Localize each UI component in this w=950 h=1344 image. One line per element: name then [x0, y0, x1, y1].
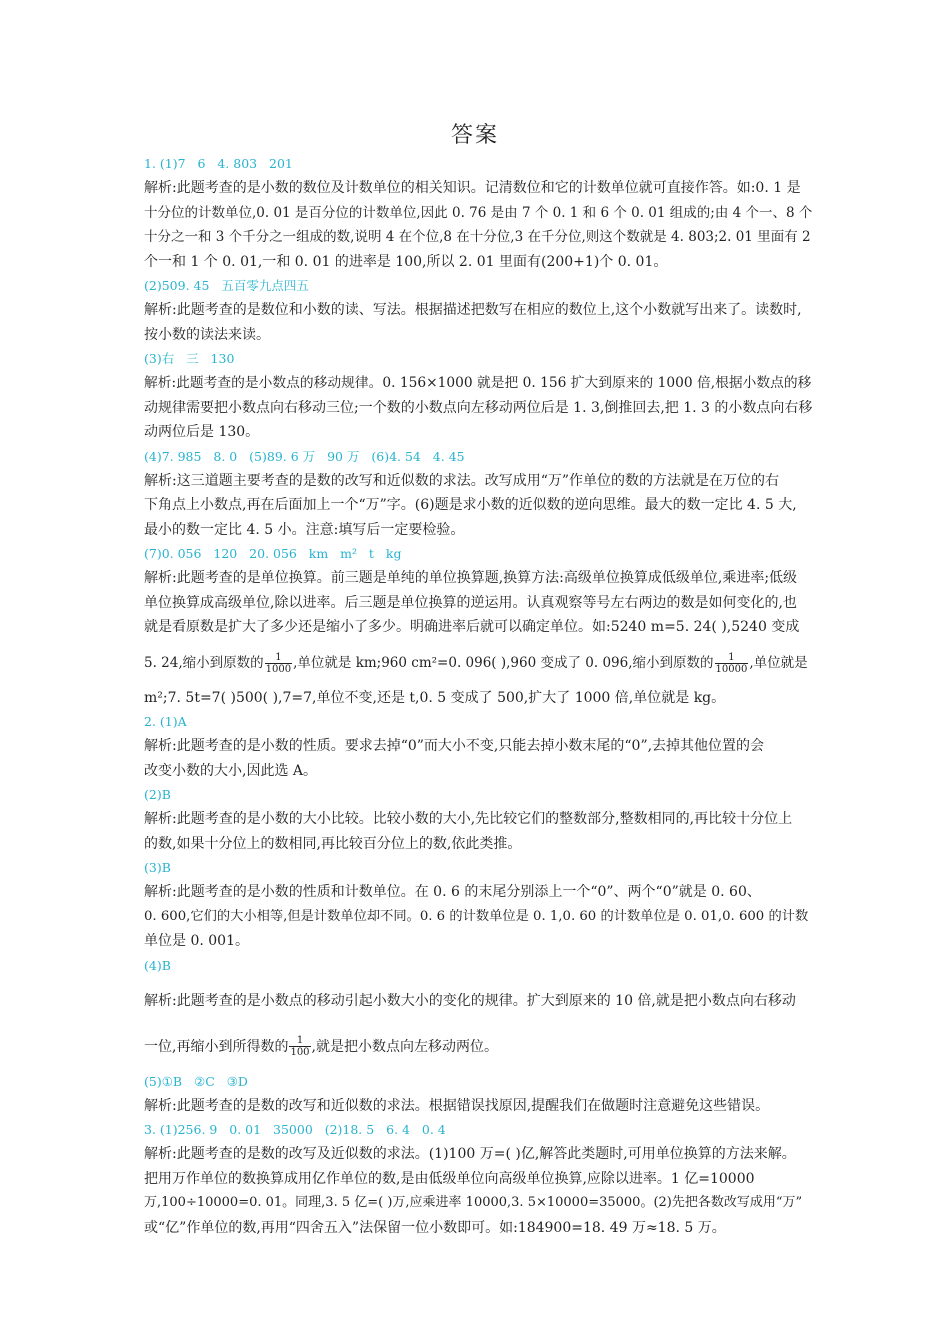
answer-2-1: 2. (1)A: [144, 714, 187, 729]
fraction-numerator: 1: [265, 652, 292, 664]
exp-line-with-fractions: [144, 640, 814, 686]
fraction-one-thousandth: [265, 652, 292, 675]
exp-line: 单位换算成高级单位,除以进率。后三题是单位换算的逆运用。认真观察等号左右两边的数是如何变化的,也: [144, 594, 797, 611]
exp-line: 0. 600,它们的大小相等,但是计数单位却不同。0. 6 的计数单位是 0. 1,0. 60 的计数单位是 0. 01,0. 600 的计数: [144, 908, 809, 924]
fraction-numerator: 1: [289, 1035, 310, 1047]
fraction-one-hundredth: [289, 1035, 310, 1058]
exp-line: 下角点上小数点,再在后面加上一个“万”字。(6)题是求小数的近似数的逆向思维。最大的数一定比 4. 5 大,: [144, 497, 797, 513]
exp-text: 5. 24,缩小到原数的: [144, 654, 264, 671]
explanation-2-5: [144, 1094, 814, 1119]
fraction-denominator: 10000: [715, 663, 748, 675]
exp-line: 或“亿”作单位的数,再用“四舍五入”法保留一位小数即可。如:184900=18. 49 万≈18. 5 万。: [144, 1219, 726, 1236]
exp-line: 解析:此题考查的是数位和小数的读、写法。根据描述把数写在相应的数位上,这个小数就写出来了。读数时,: [144, 302, 802, 318]
exp-line: 解析:此题考查的是数的改写和近似数的求法。根据错误找原因,提醒我们在做题时注意避免这些错误。: [144, 1097, 770, 1114]
exp-line: 解析:这三道题主要考查的是数的改写和近似数的求法。改写成用“万”作单位的数的方法就是在万位的右: [144, 472, 780, 489]
answer-1-7: (7)0. 056 120 20. 056 km m² t kg: [144, 546, 402, 561]
exp-line-with-fraction: [144, 1024, 814, 1070]
explanation-2-2: [144, 807, 814, 856]
explanation-2-1: [144, 734, 814, 783]
exp-line: 单位是 0. 001。: [144, 933, 249, 949]
exp-line: 解析:此题考查的是小数的性质。要求去掉“0”而大小不变,只能去掉小数末尾的“0”,去掉其他位置的会: [144, 738, 765, 754]
answer-2-4: (4)B: [144, 957, 171, 973]
exp-line: 解析:此题考查的是小数的数位及计数单位的相关知识。记清数位和它的计数单位就可直接作答。如:0. 1 是: [144, 180, 801, 196]
explanation-2-4: [144, 978, 814, 1070]
exp-line: 解析:此题考查的是小数点的移动规律。0. 156×1000 就是把 0. 156 扩大到原来的 1000 倍,根据小数点的移: [144, 375, 812, 391]
answer-2-5: (5)①B ②C ③D: [144, 1073, 248, 1089]
fraction-one-ten-thousandth: [715, 652, 749, 675]
answer-content: [144, 152, 814, 1240]
answer-2-2: (2)B: [144, 787, 171, 802]
exp-line: 就是看原数是扩大了多少还是缩小了多少。明确进率后就可以确定单位。如:5240 m=5. 24( ),5240 变成: [144, 619, 800, 635]
explanation-2-3: [144, 880, 814, 954]
answer-1-2: (2)509. 45 五百零九点四五: [144, 278, 309, 293]
fraction-numerator: 1: [715, 652, 749, 664]
exp-line: 解析:此题考查的是单位换算。前三题是单纯的单位换算题,换算方法:高级单位换算成低级单位,乘进率;低级: [144, 570, 798, 586]
exp-text: ,单位就是: [749, 654, 808, 671]
exp-line: 十分之一和 3 个千分之一组成的数,说明 4 在个位,8 在十分位,3 在千分位,则这个数就是 4. 803;2. 01 里面有 2: [144, 229, 811, 245]
answer-1-1: 1. (1)7 6 4. 803 201: [144, 156, 293, 171]
explanation-3: [144, 1142, 814, 1240]
exp-line: 按小数的读法来读。: [144, 326, 270, 343]
explanation-1-1: [144, 176, 814, 274]
exp-line: 动两位后是 130。: [144, 424, 260, 440]
answer-3-1-2: 3. (1)256. 9 0. 01 35000 (2)18. 5 6. 4 0. 4: [144, 1122, 446, 1137]
exp-line: 解析:此题考查的是小数的性质和计数单位。在 0. 6 的末尾分别添上一个“0”、两个“0”就是 0. 60、: [144, 884, 761, 900]
exp-text: ,单位就是 km;960 cm²=0. 096( ),960 变成了 0. 096,缩小到原数的: [293, 654, 714, 671]
explanation-1-3: [144, 371, 814, 445]
exp-text: 一位,再缩小到所得数的: [144, 1038, 289, 1055]
exp-line: 个一和 1 个 0. 01,一和 0. 01 的进率是 100,所以 2. 01 里面有(200+1)个 0. 01。: [144, 253, 668, 270]
answer-1-4-6: (4)7. 985 8. 0 (5)89. 6 万 90 万 (6)4. 54 4. 45: [144, 448, 465, 464]
fraction-denominator: 1000: [265, 663, 292, 675]
explanation-1-7: [144, 566, 814, 710]
exp-line: 的数,如果十分位上的数相同,再比较百分位上的数,依此类推。: [144, 835, 522, 852]
fraction-denominator: 100: [290, 1047, 310, 1058]
exp-line: 解析:此题考查的是小数点的移动引起小数大小的变化的规律。扩大到原来的 10 倍,就是把小数点向右移动: [144, 992, 796, 1009]
explanation-1-2: [144, 298, 814, 347]
exp-line: 解析:此题考查的是数的改写及近似数的求法。(1)100 万=( )亿,解答此类题时,可用单位换算的方法来解。: [144, 1146, 796, 1162]
exp-line: 最小的数一定比 4. 5 小。注意:填写后一定要检验。: [144, 521, 465, 538]
exp-line: 把用万作单位的数换算成用亿作单位的数,是由低级单位向高级单位换算,应除以进率。1 亿=10000: [144, 1170, 755, 1187]
exp-line: 十分位的计数单位,0. 01 是百分位的计数单位,因此 0. 76 是由 7 个 0. 1 和 6 个 0. 01 组成的;由 4 个一、8 个: [144, 204, 813, 221]
exp-line: 万,100÷10000=0. 01。同理,3. 5 亿=( )万,应乘进率 10000,3. 5×10000=35000。(2)先把各数改写成用“万”: [144, 1195, 803, 1210]
answer-2-3: (3)B: [144, 860, 171, 875]
explanation-1-4-6: [144, 469, 814, 543]
page-title: 答案: [450, 123, 499, 148]
exp-text: ,就是把小数点向左移动两位。: [311, 1038, 498, 1055]
exp-line: m²;7. 5t=7( )500( ),7=7,单位不变,还是 t,0. 5 变成了 500,扩大了 1000 倍,单位就是 kg。: [144, 689, 726, 706]
exp-line: 改变小数的大小,因此选 A。: [144, 762, 318, 779]
exp-line: 解析:此题考查的是小数的大小比较。比较小数的大小,先比较它们的整数部分,整数相同的,再比较十分位上: [144, 811, 793, 827]
exp-line: 动规律需要把小数点向右移动三位;一个数的小数点向左移动两位后是 1. 3,倒推回去,把 1. 3 的小数点向右移: [144, 399, 813, 416]
answer-1-3: (3)右 三 130: [144, 351, 235, 366]
